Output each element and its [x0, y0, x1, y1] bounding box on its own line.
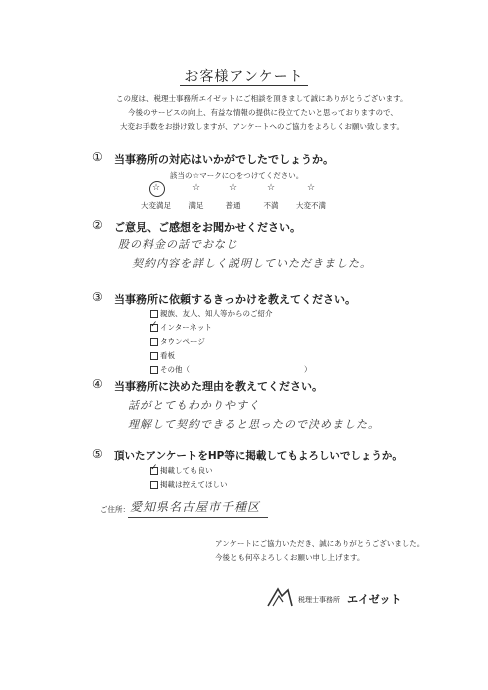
q4-handwritten-answer-2: 理解して契約できると思ったので決めました。 — [128, 418, 380, 431]
q1-question: 当事務所の対応はいかがでしたでしょうか。 — [114, 153, 334, 166]
q2-handwritten-answer-2: 契約内容を詳しく説明していただきました。 — [132, 257, 372, 270]
address-label: ご住所： — [100, 505, 130, 514]
check-mark-icon: ✓ — [150, 463, 158, 473]
closing-line-1: アンケートにご協力いただき、誠にありがとうございました。 — [215, 539, 425, 548]
q2-question: ご意見、ご感想をお聞かせください。 — [114, 221, 301, 234]
footer-prefix: 税理士事務所 — [298, 596, 340, 604]
q4-number: ④ — [92, 377, 103, 391]
title-underline — [180, 85, 308, 86]
q3-question: 当事務所に依頼するきっかけを教えてください。 — [114, 293, 356, 306]
q1-instruction: 該当の☆マークに○をつけてください。 — [170, 171, 304, 180]
q5-option: 掲載しても良い — [160, 466, 213, 475]
q1-number: ① — [92, 150, 103, 164]
intro-line-1: この度は、税理士事務所エイゼットにご相談を頂きまして誠にありがとうございます。 — [116, 94, 408, 103]
intro-line-2: 今後のサービスの向上、有益な情報の提供に役立てたいと思っておりますので、 — [128, 108, 398, 117]
checkbox-option-1[interactable] — [150, 310, 158, 318]
q3-option: 看板 — [160, 351, 175, 360]
rating-label: 不満 — [263, 201, 279, 210]
star-icon[interactable]: ☆ — [228, 183, 238, 193]
q4-handwritten-answer-1: 話がとてもわかりやすく — [128, 399, 260, 412]
page-title: お客様アンケート — [184, 69, 304, 85]
q3-option: タウンページ — [160, 337, 205, 346]
q3-other-close-paren: ） — [304, 365, 312, 374]
checkbox-option-5[interactable] — [150, 366, 158, 374]
intro-line-3: 大変お手数をお掛け致しますが、アンケートへのご協力をよろしくお願い致します。 — [120, 122, 404, 131]
star-icon[interactable]: ☆ — [151, 183, 161, 193]
star-icon[interactable]: ☆ — [191, 183, 201, 193]
checkbox-publish-no[interactable] — [150, 481, 158, 489]
checkbox-option-3[interactable] — [150, 338, 158, 346]
rating-label: 普通 — [225, 201, 241, 210]
q3-number: ③ — [92, 290, 103, 304]
q3-option: その他（ — [160, 365, 190, 374]
footer-company-name: エイゼット — [347, 593, 402, 606]
address-handwritten: 愛知県名古屋市千種区 — [130, 500, 261, 514]
q3-option: 親族、友人、知人等からのご紹介 — [160, 309, 273, 318]
q2-handwritten-answer-1: 股の料金の話でおなじ — [118, 238, 238, 251]
rating-label: 満足 — [188, 201, 204, 210]
rating-label: 大変満足 — [141, 201, 171, 210]
q5-question: 頂いたアンケートをHP等に掲載してもよろしいでしょうか。 — [114, 450, 403, 462]
checkbox-option-4[interactable] — [150, 352, 158, 360]
check-mark-icon: ✓ — [150, 320, 158, 330]
q5-number: ⑤ — [92, 447, 103, 461]
company-logo-icon — [266, 586, 294, 608]
star-icon[interactable]: ☆ — [306, 183, 316, 193]
q3-option: インターネット — [160, 323, 212, 332]
q2-number: ② — [92, 218, 103, 232]
address-underline — [128, 517, 268, 518]
q4-question: 当事務所に決めた理由を教えてください。 — [114, 380, 323, 393]
rating-label: 大変不満 — [296, 201, 326, 210]
q5-option: 掲載は控えてほしい — [160, 480, 228, 489]
star-icon[interactable]: ☆ — [266, 183, 276, 193]
closing-line-2: 今後とも何卒よろしくお願い申し上げます。 — [215, 553, 365, 562]
